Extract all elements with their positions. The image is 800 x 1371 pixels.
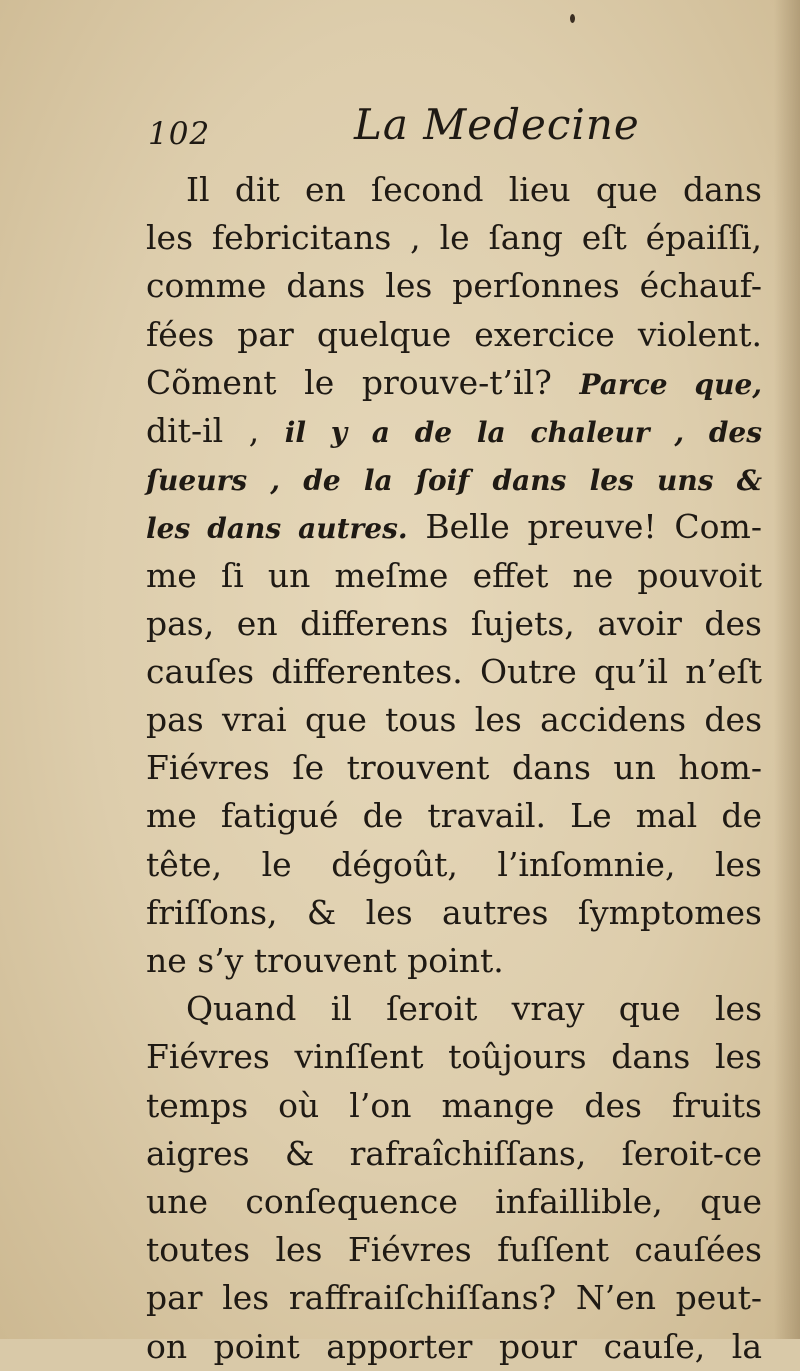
text-line: Fiévres vinſſent toûjours dans les — [146, 1037, 762, 1077]
text-line: fées par quelque exercice violent. — [146, 314, 762, 354]
text-line: pas, en differens ſujets, avoir des — [146, 603, 762, 643]
text-line: me ſi un meſme effet ne pouvoit — [146, 555, 762, 595]
text-line: Il dit en ſecond lieu que dans — [186, 170, 762, 209]
text-line: cauſes differentes. Outre qu’il n’eſt — [146, 651, 762, 691]
text-line: aigres & rafraîchiſſans, ſeroit-ce — [146, 1133, 762, 1173]
text-line: toutes les Fiévres fuſſent cauſées — [146, 1230, 762, 1270]
text-line: dit-il , il y a de la chaleur , des — [146, 410, 762, 450]
text-line: on point apporter pour cauſe, la — [146, 1326, 762, 1366]
body-text — [146, 166, 762, 1371]
text-line: pas vrai que tous les accidens des — [146, 700, 762, 740]
text-line: par les raffraiſchiſſans? N’en peut- — [146, 1278, 762, 1318]
page-edge-shadow — [774, 0, 800, 1339]
text-line: comme dans les perſonnes échauf- — [146, 266, 762, 306]
ink-speck — [570, 14, 575, 23]
text-line: ſueurs , de la ſoif dans les uns & — [146, 464, 762, 498]
text-line: tête, le dégoût, l’inſomnie, les — [146, 844, 762, 884]
text-line: me fatigué de travail. Le mal de — [146, 796, 762, 836]
page-header — [148, 100, 708, 160]
text-line: une conſequence infaillible, que — [146, 1181, 762, 1221]
text-line: Quand il ſeroit vray que les — [186, 989, 762, 1029]
text-line: les dans autres. Belle preuve! Com- — [146, 507, 762, 547]
page-number: 102 — [148, 116, 211, 152]
text-line: friſſons, & les autres ſymptomes — [146, 892, 762, 932]
text-line: temps où l’on mange des fruits — [146, 1085, 762, 1125]
text-line: Fiévres ſe trouvent dans un hom- — [146, 748, 762, 788]
text-line: Cõment le prouve-t’il? Parce que, — [146, 362, 763, 402]
text-line: ne s’y trouvent point. — [146, 941, 504, 980]
running-title: La Medecine — [354, 100, 640, 149]
text-line: les febricitans , le ſang eſt épaiſſi, — [146, 218, 762, 258]
